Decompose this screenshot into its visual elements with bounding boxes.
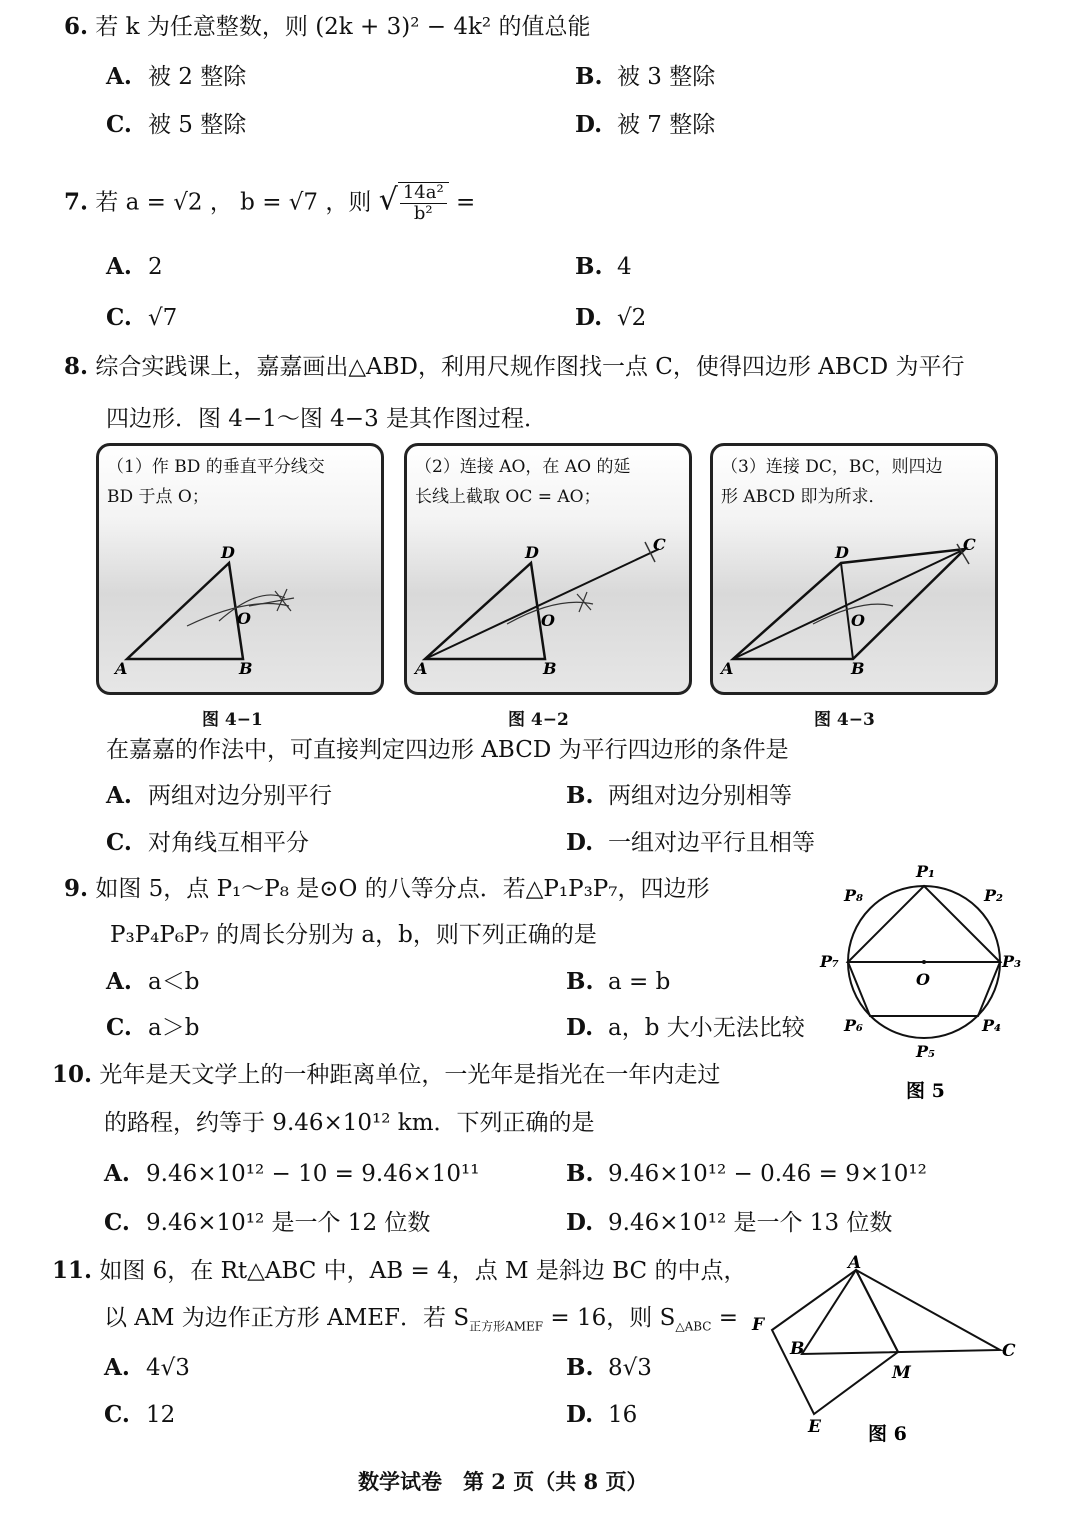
option-label: A. bbox=[106, 253, 132, 280]
q6-option-c bbox=[106, 110, 246, 140]
option-label: A. bbox=[106, 63, 132, 90]
figure-4-1-drawing bbox=[99, 446, 381, 692]
q9-option-c bbox=[106, 1013, 199, 1043]
option-label: B. bbox=[575, 63, 603, 90]
q8-stem-line2: 四边形．图 4−1～图 4−3 是其作图过程． bbox=[106, 406, 548, 432]
point-a-label: A bbox=[721, 659, 734, 678]
q10-number: 10. bbox=[52, 1061, 93, 1088]
point-d-label: D bbox=[835, 543, 849, 562]
option-text: 被 7 整除 bbox=[617, 112, 716, 138]
q8-option-d bbox=[566, 828, 815, 858]
q7-text: 若 a = √2 ， b = √7 ，则 bbox=[95, 189, 372, 216]
option-text: √2 bbox=[617, 305, 647, 331]
q8-option-b bbox=[566, 781, 792, 811]
label-p4: P₄ bbox=[982, 1016, 1002, 1035]
page-footer: 数学试卷 第 2 页（共 8 页） bbox=[358, 1469, 648, 1494]
q10-stem-line1 bbox=[52, 1060, 720, 1090]
figure-4-3-panel bbox=[710, 443, 998, 695]
point-o-label: O bbox=[237, 609, 251, 628]
q11-text: 如图 6，在 Rt△ABC 中，AB = 4，点 M 是斜边 BC 的中点， bbox=[99, 1258, 747, 1284]
q6-number: 6. bbox=[64, 13, 89, 40]
q7-stem: 7. 若 a = √2 ， b = √7 ，则 √ $\frac{\text{14a²}}{\text{b²}}$ = bbox=[64, 182, 476, 224]
panel-2-line2: 长线上截取 OC = AO； bbox=[415, 487, 601, 507]
q7-option-a bbox=[106, 252, 163, 282]
q9-option-b bbox=[566, 967, 670, 997]
figure-6 bbox=[744, 1250, 1034, 1450]
panel-1-line2: BD 于点 O； bbox=[107, 487, 209, 507]
q10-option-b bbox=[566, 1159, 927, 1189]
figure-4-2-panel bbox=[404, 443, 692, 695]
q10-option-a bbox=[104, 1159, 479, 1189]
option-text: a＞b bbox=[148, 1015, 200, 1041]
option-label: B. bbox=[575, 253, 603, 280]
figure-5 bbox=[812, 855, 1042, 1105]
q9-text: 如图 5，点 P₁～P₈ 是⊙O 的八等分点．若△P₁P₃P₇，四边形 bbox=[95, 876, 710, 902]
option-text: 9.46×10¹² 是一个 12 位数 bbox=[146, 1210, 431, 1236]
point-c-label: C bbox=[653, 535, 666, 554]
option-label: B. bbox=[566, 1160, 594, 1187]
q10-option-c bbox=[104, 1208, 430, 1238]
option-label: B. bbox=[566, 1354, 594, 1381]
label-p1: P₁ bbox=[916, 862, 936, 881]
panel-2-line1: （2）连接 AO，在 AO 的延 bbox=[415, 457, 631, 477]
q11-option-c bbox=[104, 1400, 175, 1430]
point-d-label: D bbox=[525, 543, 539, 562]
option-label: C. bbox=[106, 111, 132, 138]
q9-option-d bbox=[566, 1013, 805, 1043]
q7-equals: = bbox=[455, 189, 476, 216]
q9-option-a bbox=[106, 967, 199, 997]
label-p2: P₂ bbox=[984, 886, 1004, 905]
figure-4-3-caption: 图 4−3 bbox=[814, 710, 875, 730]
point-a-label: A bbox=[415, 659, 428, 678]
q6-option-d bbox=[575, 110, 715, 140]
option-label: D. bbox=[566, 1401, 594, 1428]
label-p8: P₈ bbox=[844, 886, 864, 905]
q9-stem-line2: P₃P₄P₆P₇ 的周长分别为 a，b，则下列正确的是 bbox=[110, 922, 597, 948]
bisector-line bbox=[249, 598, 294, 606]
triangle-p1p3p7 bbox=[848, 886, 1000, 962]
figure-4-1-caption: 图 4−1 bbox=[202, 710, 263, 730]
triangle-abc bbox=[802, 1270, 1000, 1354]
option-text: 16 bbox=[608, 1402, 638, 1428]
q11-line2-part: = 16，则 S bbox=[543, 1305, 676, 1331]
point-a-label: A bbox=[115, 659, 128, 678]
q6-option-a bbox=[106, 62, 246, 92]
q7-fraction bbox=[400, 183, 447, 224]
option-label: A. bbox=[106, 782, 132, 809]
q8-option-c bbox=[106, 828, 309, 858]
q11-option-d bbox=[566, 1400, 637, 1430]
option-label: C. bbox=[104, 1209, 130, 1236]
q11-line2-part: 以 AM 为边作正方形 AMEF．若 S bbox=[104, 1305, 470, 1331]
subscript-triangle: △ABC bbox=[675, 1319, 712, 1334]
figure-5-caption: 图 5 bbox=[906, 1080, 945, 1102]
q8-number: 8. bbox=[64, 353, 89, 380]
option-text: 8√3 bbox=[608, 1355, 652, 1381]
option-label: C. bbox=[106, 1014, 132, 1041]
option-text: 9.46×10¹² − 10 = 9.46×10¹¹ bbox=[146, 1161, 480, 1187]
q11-option-a bbox=[104, 1353, 190, 1383]
center-point bbox=[922, 960, 926, 964]
q11-option-b bbox=[566, 1353, 652, 1383]
option-label: C. bbox=[106, 829, 132, 856]
label-p5: P₅ bbox=[916, 1042, 936, 1061]
option-label: D. bbox=[575, 304, 603, 331]
option-text: 12 bbox=[146, 1402, 176, 1428]
q10-stem-line2: 的路程，约等于 9.46×10¹² km．下列正确的是 bbox=[104, 1110, 595, 1136]
q7-option-b bbox=[575, 252, 632, 282]
q7-number: 7. bbox=[64, 188, 89, 216]
option-text: 两组对边分别相等 bbox=[608, 783, 792, 809]
q6-text: 若 k 为任意整数，则 (2k + 3)² − 4k² 的值总能 bbox=[95, 14, 591, 40]
option-text: 4 bbox=[617, 254, 632, 280]
option-text: 一组对边平行且相等 bbox=[608, 830, 815, 856]
q9-number: 9. bbox=[64, 875, 89, 902]
panel-3-line2: 形 ABCD 即为所求． bbox=[721, 487, 886, 507]
q7-option-d bbox=[575, 303, 646, 333]
option-label: D. bbox=[566, 829, 594, 856]
diagonal-ac bbox=[733, 549, 965, 659]
label-o: O bbox=[916, 970, 930, 989]
label-m: M bbox=[892, 1363, 911, 1383]
option-label: C. bbox=[104, 1401, 130, 1428]
figure-6-caption: 图 6 bbox=[868, 1423, 907, 1445]
q8-question: 在嘉嘉的作法中，可直接判定四边形 ABCD 为平行四边形的条件是 bbox=[106, 737, 789, 763]
label-f: F bbox=[752, 1315, 765, 1335]
figure-4-3-drawing bbox=[713, 446, 995, 692]
figure-4-2-drawing bbox=[407, 446, 689, 692]
q11-stem-line1 bbox=[52, 1256, 746, 1286]
q6-option-b bbox=[575, 62, 715, 92]
q11-line2-part: = bbox=[711, 1305, 739, 1331]
option-text: 4√3 bbox=[146, 1355, 190, 1381]
figure-4-1-panel bbox=[96, 443, 384, 695]
q8-option-a bbox=[106, 781, 332, 811]
option-label: A. bbox=[106, 968, 132, 995]
option-label: B. bbox=[566, 782, 594, 809]
option-text: 被 5 整除 bbox=[148, 112, 247, 138]
point-d-label: D bbox=[221, 543, 235, 562]
option-label: D. bbox=[566, 1209, 594, 1236]
label-p3: P₃ bbox=[1002, 952, 1022, 971]
fraction-denominator: b² bbox=[413, 203, 433, 224]
panel-1-line1: （1）作 BD 的垂直平分线交 bbox=[107, 457, 325, 477]
option-label: B. bbox=[566, 968, 594, 995]
option-label: D. bbox=[575, 111, 603, 138]
panel-3-line1: （3）连接 DC，BC，则四边 bbox=[721, 457, 943, 477]
point-b-label: B bbox=[851, 659, 865, 678]
option-text: 对角线互相平分 bbox=[148, 830, 309, 856]
figure-4-2-caption: 图 4−2 bbox=[508, 710, 569, 730]
q9-stem-line1 bbox=[64, 874, 710, 904]
option-text: 被 3 整除 bbox=[617, 64, 716, 90]
option-text: √7 bbox=[148, 305, 178, 331]
point-o-label: O bbox=[541, 611, 555, 630]
option-text: 2 bbox=[148, 254, 163, 280]
option-text: 9.46×10¹² − 0.46 = 9×10¹² bbox=[608, 1161, 927, 1187]
point-c-label: C bbox=[963, 535, 976, 554]
point-b-label: B bbox=[543, 659, 557, 678]
option-label: A. bbox=[104, 1160, 130, 1187]
label-p7: P₇ bbox=[820, 952, 840, 971]
option-label: D. bbox=[566, 1014, 594, 1041]
label-e: E bbox=[808, 1417, 821, 1437]
point-o-label: O bbox=[851, 611, 865, 630]
option-text: 两组对边分别平行 bbox=[148, 783, 332, 809]
q7-option-c bbox=[106, 303, 177, 333]
q8-text: 综合实践课上，嘉嘉画出△ABD，利用尺规作图找一点 C，使得四边形 ABCD 为平行 bbox=[95, 354, 965, 380]
q10-text: 光年是天文学上的一种距离单位，一光年是指光在一年内走过 bbox=[99, 1062, 721, 1088]
option-text: 9.46×10¹² 是一个 13 位数 bbox=[608, 1210, 893, 1236]
label-a: A bbox=[848, 1253, 862, 1273]
label-c: C bbox=[1002, 1341, 1016, 1361]
option-text: a，b 大小无法比较 bbox=[608, 1015, 805, 1041]
q8-stem-line1 bbox=[64, 352, 964, 382]
option-label: A. bbox=[104, 1354, 130, 1381]
fraction-numerator: 14a² bbox=[400, 183, 447, 204]
point-b-label: B bbox=[239, 659, 253, 678]
option-text: 被 2 整除 bbox=[148, 64, 247, 90]
option-text: a = b bbox=[608, 969, 671, 995]
q6-stem bbox=[64, 12, 590, 42]
label-b: B bbox=[790, 1339, 805, 1359]
label-p6: P₆ bbox=[844, 1016, 864, 1035]
q11-stem-line2 bbox=[104, 1303, 738, 1342]
q10-option-d bbox=[566, 1208, 892, 1238]
construction-arc bbox=[219, 595, 285, 621]
option-label: C. bbox=[106, 304, 132, 331]
subscript-square: 正方形AMEF bbox=[469, 1319, 544, 1334]
option-text: a＜b bbox=[148, 969, 200, 995]
q11-number: 11. bbox=[52, 1257, 93, 1284]
